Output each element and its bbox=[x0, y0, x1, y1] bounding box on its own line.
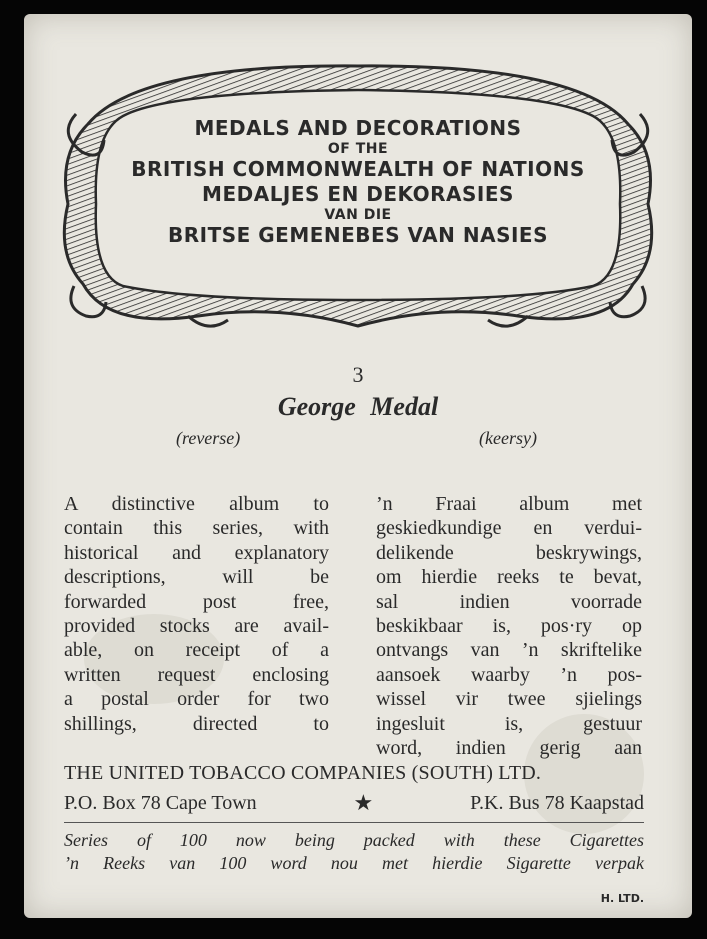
body-line: geskiedkundige en verdui- bbox=[376, 517, 642, 540]
subtitle-english: (reverse) bbox=[176, 428, 241, 448]
body-english bbox=[64, 492, 329, 736]
address-line bbox=[64, 790, 644, 816]
body-line: a postal order for two bbox=[64, 688, 329, 711]
body-line: wissel vir twee sjielings bbox=[376, 688, 642, 711]
cigarette-card-back bbox=[24, 14, 692, 918]
banner-van-die: VAN DIE bbox=[324, 207, 392, 223]
body-line: contain this series, with bbox=[64, 517, 329, 540]
banner-title-af: MEDALJES EN DEKORASIES bbox=[202, 182, 514, 206]
banner-title-en: MEDALS AND DECORATIONS bbox=[194, 116, 522, 140]
card-number: 3 bbox=[352, 362, 364, 387]
body-line: historical and explanatory bbox=[64, 541, 329, 564]
series-note-english: Series of 100 now being packed with these Cigarettes bbox=[64, 830, 644, 850]
body-line: written request enclosing bbox=[64, 663, 329, 686]
card-title: George Medal bbox=[277, 392, 439, 421]
company-name: THE UNITED TOBACCO COMPANIES (SOUTH) LTD. bbox=[64, 762, 542, 784]
body-line: ingesluit is, gestuur bbox=[376, 712, 642, 735]
body-line: able, on receipt of a bbox=[64, 639, 329, 662]
banner-commonwealth-en: BRITISH COMMONWEALTH OF NATIONS bbox=[131, 157, 585, 181]
series-note-afrikaans: ’n Reeks van 100 word nou met hierdie Sigarette verpak bbox=[64, 853, 644, 873]
star-icon: ★ bbox=[353, 790, 374, 815]
body-line: beskikbaar is, pos·ry op bbox=[376, 615, 642, 638]
address-afrikaans: P.K. Bus 78 Kaapstad bbox=[470, 791, 644, 814]
body-line: provided stocks are avail- bbox=[64, 615, 329, 638]
divider bbox=[64, 822, 644, 823]
title-banner bbox=[48, 54, 668, 344]
body-line: aansoek waarby ’n pos- bbox=[376, 663, 642, 686]
body-line: om hierdie reeks te bevat, bbox=[376, 566, 642, 589]
address-english: P.O. Box 78 Cape Town bbox=[64, 791, 257, 814]
printer-mark: H. LTD. bbox=[600, 892, 644, 905]
body-line: descriptions, will be bbox=[64, 566, 329, 589]
body-line: sal indien voorrade bbox=[376, 590, 642, 613]
body-line: forwarded post free, bbox=[64, 590, 329, 613]
subtitle-afrikaans: (keersy) bbox=[479, 428, 537, 448]
body-line: delikende beskrywings, bbox=[376, 541, 642, 564]
body-line: word, indien gerig aan bbox=[376, 737, 642, 760]
body-line: shillings, directed to bbox=[64, 712, 329, 735]
banner-of-the: OF THE bbox=[327, 141, 389, 157]
body-line: ’n Fraai album met bbox=[376, 493, 642, 515]
body-line: A distinctive album to bbox=[64, 493, 329, 515]
body-afrikaans bbox=[376, 492, 642, 760]
banner-commonwealth-af: BRITSE GEMENEBES VAN NASIES bbox=[167, 223, 548, 247]
body-line: ontvangs van ’n skriftelike bbox=[376, 639, 642, 662]
